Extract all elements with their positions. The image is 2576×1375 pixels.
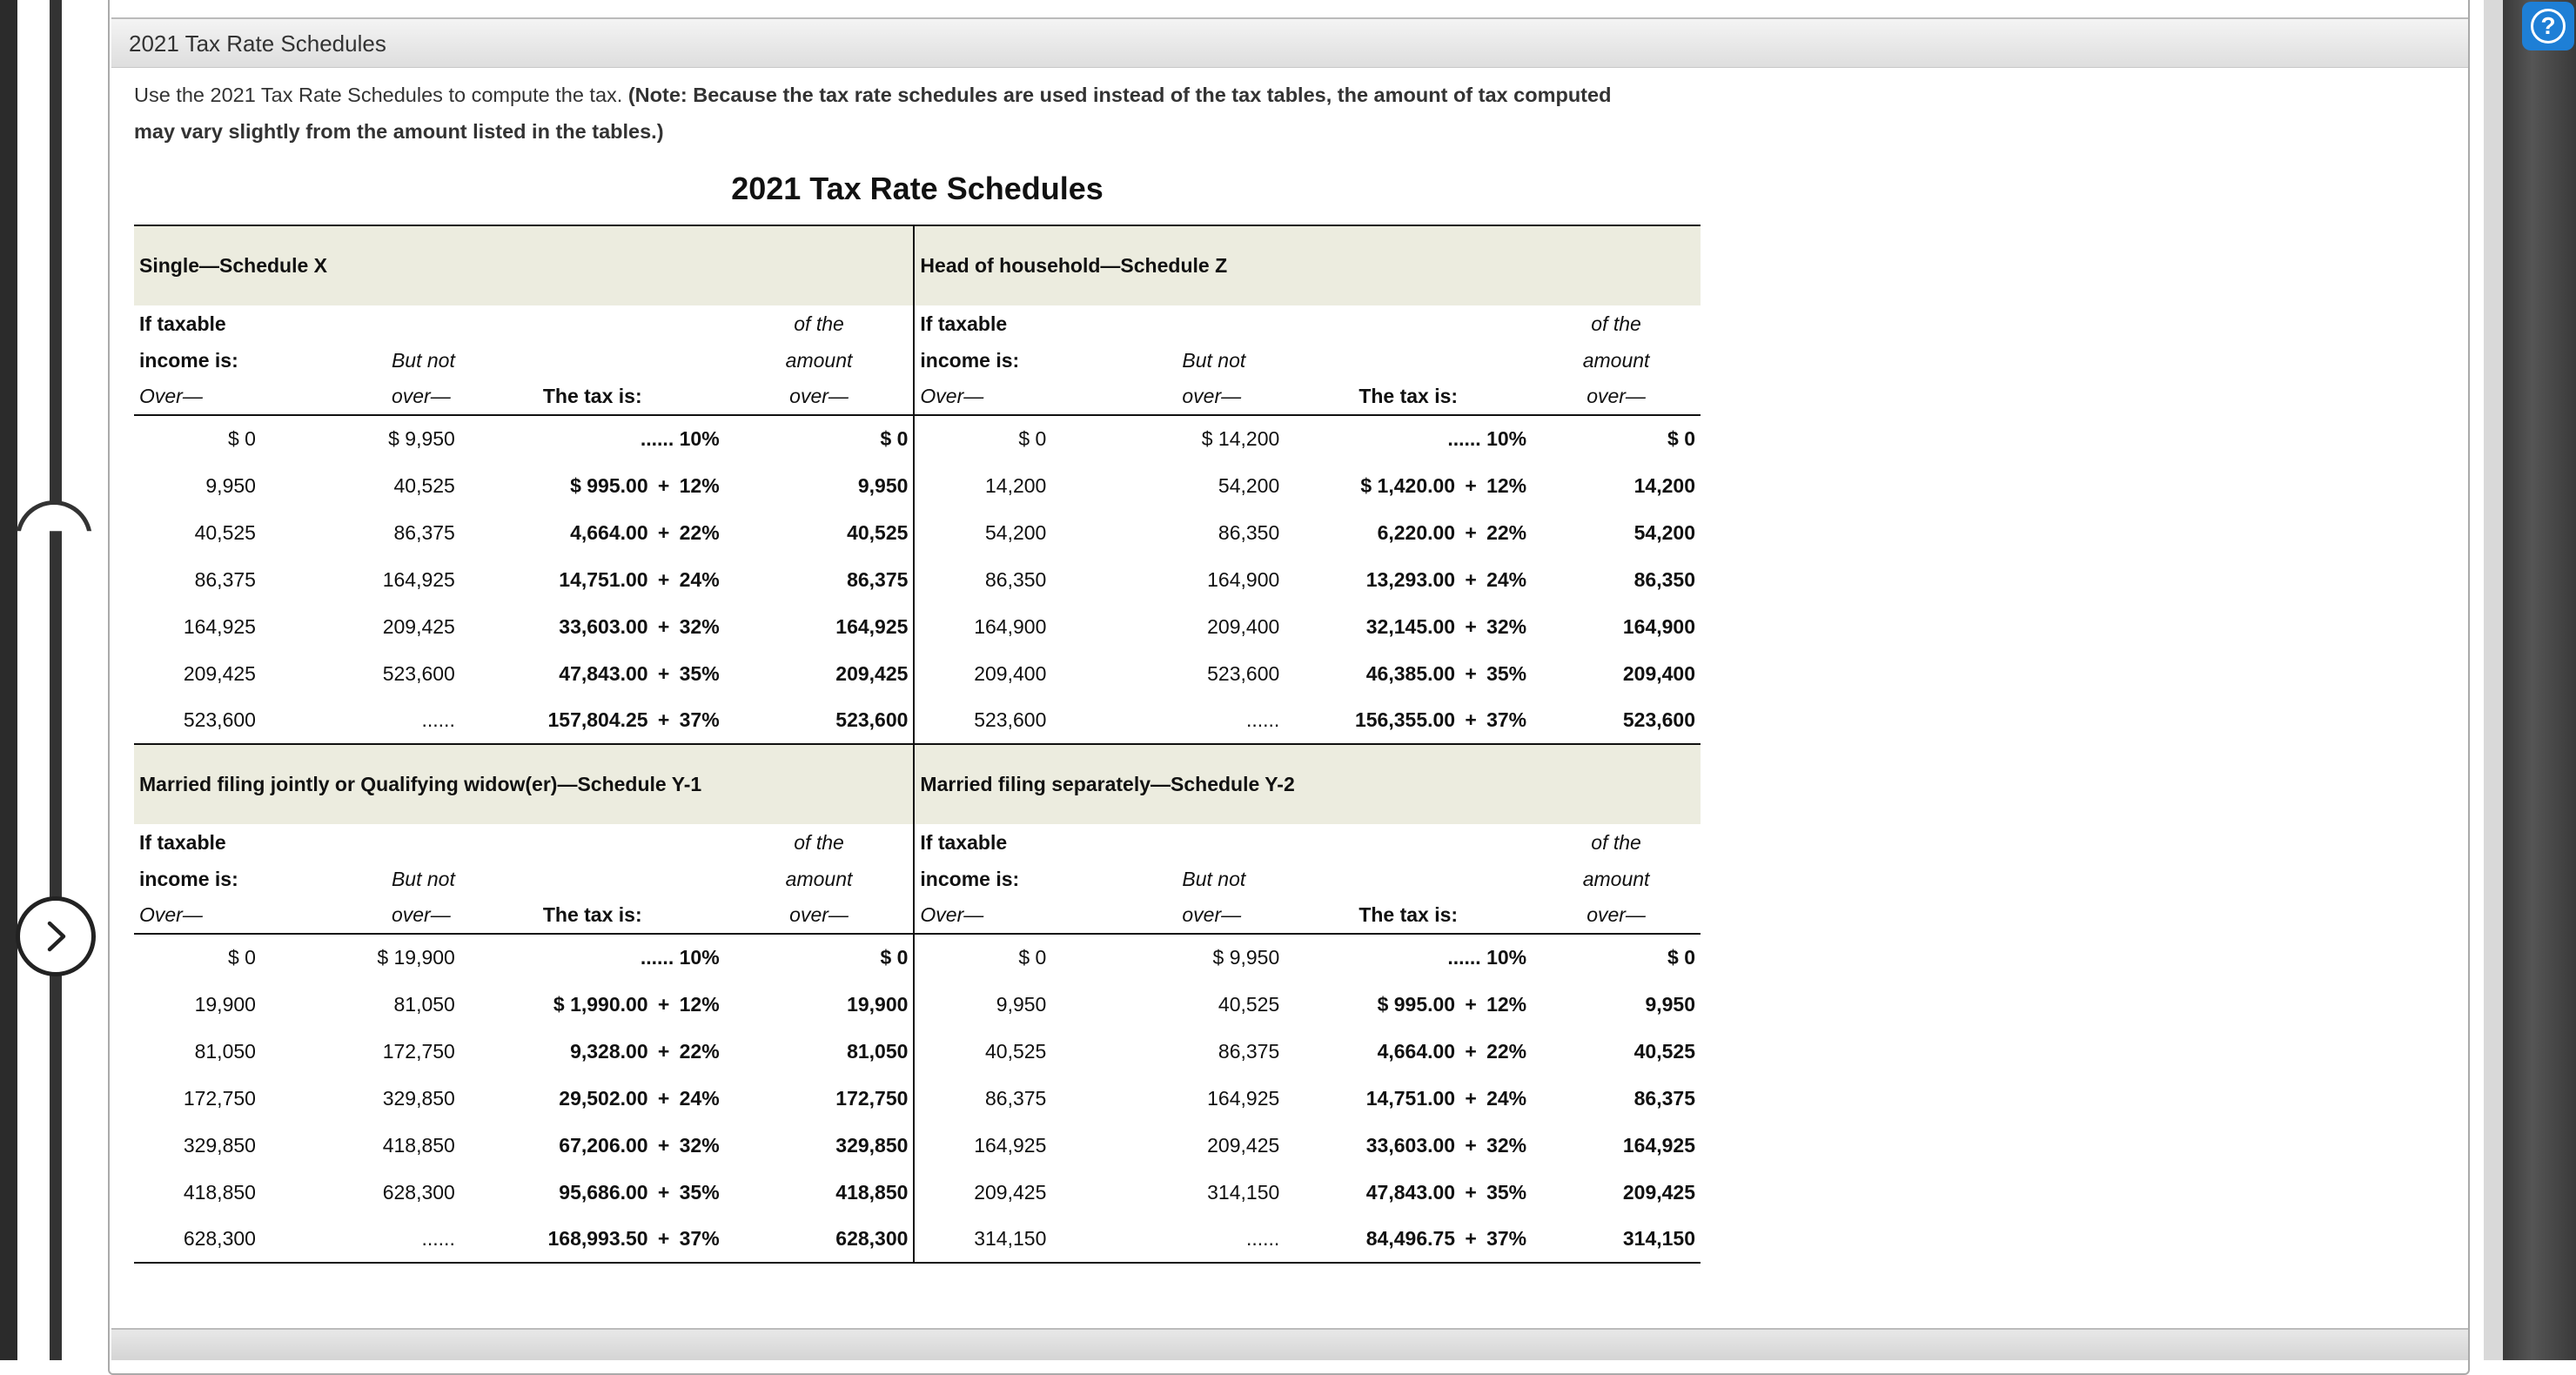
of-amount-over: 418,850 [835,1180,909,1204]
of-amount-over: 329,850 [835,1133,909,1157]
tax-rate: 10% [679,427,720,450]
plus-sign: + [657,567,670,591]
base-tax: 67,206.00 [559,1133,648,1157]
plus-sign: + [657,520,670,544]
tax-rate: 37% [1486,1227,1527,1250]
schedule-header-row [134,342,1701,379]
but-not-over-amount: $ 9,950 [1212,946,1280,969]
plus-sign: + [1465,661,1477,685]
schedule-title: Single—Schedule X [134,225,914,305]
tax-rate: 22% [1486,520,1527,544]
tax-rate: 12% [679,473,720,497]
bracket-row [134,934,1701,981]
base-tax: 14,751.00 [559,567,648,591]
over-amount: 164,900 [914,603,1051,650]
base-tax: $ 1,990.00 [553,992,648,1016]
bracket-row [134,1216,1701,1263]
base-tax: 168,993.50 [547,1227,648,1250]
bracket-row [134,415,1701,462]
bracket-row [134,981,1701,1028]
column-header: But not [391,867,455,890]
tax-rate: 12% [1486,473,1527,497]
of-amount-over: 164,925 [1622,1133,1695,1157]
tax-is-cell [1285,1216,1532,1263]
column-header: over— [1532,897,1701,934]
tax-rate: 22% [679,1039,720,1063]
but-not-over-amount: ...... [261,1216,460,1263]
column-header [1285,342,1532,379]
over-amount: 209,425 [183,661,256,685]
tax-is-cell [460,650,725,697]
base-tax: 4,664.00 [570,520,648,544]
tax-rate: 37% [679,1227,720,1250]
but-not-over-amount: ...... [1051,1216,1285,1263]
of-amount-over: 209,400 [1622,661,1695,685]
tax-rate: 24% [679,1086,720,1110]
over-amount: 209,400 [914,650,1051,697]
column-header [460,342,725,379]
but-not-over-amount: ...... [421,708,455,731]
column-header [261,824,460,861]
tax-is-cell [460,697,725,744]
column-header: income is: [139,867,238,890]
but-not-over-amount: 86,375 [393,520,455,544]
of-amount-over: 81,050 [847,1039,909,1063]
column-header: But not [1182,867,1246,890]
base-tax: 13,293.00 [1365,567,1456,591]
bracket-row [134,1122,1701,1169]
tax-is-cell [1285,1028,1532,1075]
but-not-over-amount: 164,925 [382,567,455,591]
schedule-title-row [134,744,1701,824]
tax-rate: 12% [1486,992,1527,1016]
column-header: The tax is: [460,897,725,934]
of-amount-over: 40,525 [1633,1039,1695,1063]
base-tax: 33,603.00 [559,614,648,638]
tax-is-cell [1285,556,1532,603]
over-amount: 523,600 [183,708,256,731]
tax-is-cell [1285,1075,1532,1122]
tax-is-cell [460,1216,725,1263]
schedule-title: Head of household—Schedule Z [914,225,1701,305]
but-not-over-amount: 209,425 [1207,1133,1280,1157]
but-not-over-amount: 86,375 [1218,1039,1280,1063]
column-header: Over— [914,379,1051,415]
column-header: If taxable [914,305,1051,342]
tax-is-cell [460,556,725,603]
over-amount: 54,200 [914,509,1051,556]
column-header: If taxable [139,830,226,854]
but-not-over-amount: 329,850 [382,1086,455,1110]
plus-sign: + [657,661,670,685]
bracket-row [134,462,1701,509]
panel-footer [111,1328,2468,1360]
base-tax: ...... [640,427,674,450]
but-not-over-amount: 209,425 [382,614,455,638]
tax-is-cell [1285,1169,1532,1216]
of-amount-over: 9,950 [857,473,909,497]
but-not-over-amount: ...... [1245,708,1280,731]
tax-is-cell [460,1169,725,1216]
bracket-row [134,1169,1701,1216]
schedule-header-row [134,861,1701,897]
chevron-right-icon [37,918,74,955]
base-tax: 84,496.75 [1365,1227,1456,1250]
of-amount-over: 9,950 [1645,992,1695,1016]
of-amount-over: 14,200 [1633,473,1695,497]
but-not-over-amount: 86,350 [1218,520,1280,544]
instructions-text: Use the 2021 Tax Rate Schedules to compute the tax. [134,84,628,106]
but-not-over-amount: 54,200 [1218,473,1280,497]
instructions [134,77,1631,150]
plus-sign: + [1465,567,1477,591]
schedule-header-row [134,305,1701,342]
tax-rate: 35% [1486,661,1527,685]
tax-rate: 10% [1486,427,1527,450]
tax-is-cell [460,415,725,462]
over-amount: 329,850 [183,1133,256,1157]
tax-rate: 12% [679,992,720,1016]
bracket-row [134,556,1701,603]
table-title: 2021 Tax Rate Schedules [731,171,1104,206]
of-amount-over: 172,750 [835,1086,909,1110]
plus-sign: + [657,1227,670,1250]
of-amount-over: 523,600 [835,708,909,731]
column-header [460,305,725,342]
over-amount: 40,525 [194,520,256,544]
base-tax: ...... [1447,946,1481,969]
tax-rate: 37% [679,708,720,731]
over-amount: 314,150 [914,1216,1051,1263]
schedule-header-row [134,897,1701,934]
column-header: over— [725,379,915,415]
column-header [1051,305,1285,342]
base-tax: 47,843.00 [1365,1180,1456,1204]
tax-is-cell [460,603,725,650]
of-amount-over: 164,900 [1622,614,1695,638]
tax-rate: 32% [679,1133,720,1157]
over-amount: 14,200 [914,462,1051,509]
but-not-over-amount: 172,750 [382,1039,455,1063]
column-header: over— [261,379,460,415]
column-header: over— [261,897,460,934]
schedule-title-row [134,225,1701,305]
column-header: The tax is: [1285,379,1532,415]
tax-is-cell [460,509,725,556]
tax-rate: 24% [1486,1086,1527,1110]
base-tax: 32,145.00 [1365,614,1456,638]
column-header: The tax is: [1285,897,1532,934]
column-header [460,861,725,897]
tax-is-cell [1285,981,1532,1028]
but-not-over-amount: 628,300 [382,1180,455,1204]
base-tax: $ 1,420.00 [1360,473,1456,497]
column-header [1285,824,1532,861]
column-header: If taxable [139,312,226,335]
tax-rate: 35% [1486,1180,1527,1204]
right-sidebar [2503,0,2576,1360]
base-tax: ...... [1447,427,1481,450]
bracket-row [134,603,1701,650]
tax-rate: 10% [1486,946,1527,969]
plus-sign: + [1465,1133,1477,1157]
plus-sign: + [1465,1180,1477,1204]
of-amount-over: 40,525 [847,520,909,544]
over-amount: 86,375 [194,567,256,591]
plus-sign: + [1465,473,1477,497]
bracket-row [134,1028,1701,1075]
plus-sign: + [1465,708,1477,731]
column-header [1051,824,1285,861]
but-not-over-amount: 523,600 [382,661,455,685]
over-amount: 523,600 [914,697,1051,744]
of-amount-over: 19,900 [847,992,909,1016]
base-tax: 47,843.00 [559,661,648,685]
of-amount-over: 209,425 [835,661,909,685]
plus-sign: + [657,614,670,638]
but-not-over-amount: 314,150 [1207,1180,1280,1204]
column-header: over— [725,897,915,934]
tax-is-cell [1285,415,1532,462]
plus-sign: + [1465,1086,1477,1110]
over-amount: 9,950 [205,473,256,497]
help-button[interactable] [2522,2,2574,50]
of-amount-over: $ 0 [1667,946,1695,969]
column-header: amount [785,348,853,372]
tax-is-cell [1285,509,1532,556]
tax-is-cell [1285,934,1532,981]
base-tax: 33,603.00 [1365,1133,1456,1157]
plus-sign: + [657,1133,670,1157]
but-not-over-amount: $ 9,950 [388,427,455,450]
of-amount-over: 628,300 [725,1216,915,1263]
tax-rate: 24% [679,567,720,591]
of-amount-over: 54,200 [1633,520,1695,544]
column-header: over— [1051,379,1285,415]
but-not-over-amount: 209,400 [1207,614,1280,638]
plus-sign: + [657,1039,670,1063]
plus-sign: + [1465,614,1477,638]
schedule-header-row [134,824,1701,861]
base-tax: 9,328.00 [570,1039,648,1063]
of-amount-over: 314,150 [1532,1216,1701,1263]
column-header: The tax is: [460,379,725,415]
tax-is-cell [1285,603,1532,650]
left-rail [0,0,17,1360]
of-amount-over: 164,925 [835,614,909,638]
column-header: over— [1532,379,1701,415]
base-tax: 157,804.25 [547,708,648,731]
over-amount: 40,525 [914,1028,1051,1075]
base-tax: 46,385.00 [1365,661,1456,685]
column-header: of the [794,312,844,335]
tax-rate: 35% [679,1180,720,1204]
base-tax: 29,502.00 [559,1086,648,1110]
of-amount-over: 523,600 [1622,708,1695,731]
over-amount: 164,925 [183,614,256,638]
plus-sign: + [657,473,670,497]
tax-is-cell [460,1122,725,1169]
tax-is-cell [1285,650,1532,697]
schedule-title: Married filing jointly or Qualifying widow(er)—Schedule Y-1 [134,744,914,824]
right-scrollbar-track[interactable] [2484,0,2503,1360]
column-header: income is: [139,348,238,372]
next-nav-button[interactable] [16,896,96,976]
of-amount-over: 86,375 [1633,1086,1695,1110]
tax-rate: 32% [1486,614,1527,638]
of-amount-over: 209,425 [1622,1180,1695,1204]
base-tax: $ 995.00 [570,473,648,497]
plus-sign: + [657,1180,670,1204]
tax-is-cell [460,462,725,509]
tax-rate: 22% [1486,1039,1527,1063]
tax-rate: 35% [679,661,720,685]
over-amount: 164,925 [914,1122,1051,1169]
tax-is-cell [1285,462,1532,509]
but-not-over-amount: $ 19,900 [377,946,455,969]
column-header: Over— [134,897,261,934]
base-tax: 14,751.00 [1365,1086,1456,1110]
of-amount-over: $ 0 [880,427,909,450]
but-not-over-amount: 40,525 [393,473,455,497]
plus-sign: + [657,1086,670,1110]
column-header [460,824,725,861]
column-header [1285,861,1532,897]
plus-sign: + [1465,992,1477,1016]
tax-is-cell [460,1028,725,1075]
base-tax: 6,220.00 [1377,520,1456,544]
help-icon: ? [2531,9,2566,44]
bracket-row [134,697,1701,744]
but-not-over-amount: 418,850 [382,1133,455,1157]
base-tax: $ 995.00 [1377,992,1456,1016]
column-header: income is: [914,861,1051,897]
of-amount-over: $ 0 [1667,427,1695,450]
over-amount: 9,950 [914,981,1051,1028]
column-header: Over— [914,897,1051,934]
column-header: over— [1051,897,1285,934]
column-header: of the [794,830,844,854]
over-amount: $ 0 [227,427,256,450]
of-amount-over: $ 0 [880,946,909,969]
column-header [1285,305,1532,342]
base-tax: 95,686.00 [559,1180,648,1204]
over-amount: 86,375 [914,1075,1051,1122]
plus-sign: + [657,992,670,1016]
tax-is-cell [460,934,725,981]
instructions-note: (Note: Because the tax rate schedules are used instead of the tax tables, the amount of tax computed may vary slightly from the amount listed in the tables.) [134,84,1612,143]
column-header: of the [1591,830,1641,854]
tax-is-cell [460,981,725,1028]
base-tax: 4,664.00 [1377,1039,1456,1063]
over-amount: 172,750 [183,1086,256,1110]
column-header: amount [785,867,853,890]
of-amount-over: 86,350 [1633,567,1695,591]
tax-is-cell [460,1075,725,1122]
but-not-over-amount: 164,900 [1207,567,1280,591]
but-not-over-amount: 523,600 [1207,661,1280,685]
bracket-row [134,1075,1701,1122]
column-header: income is: [914,342,1051,379]
tax-rate: 22% [679,520,720,544]
column-header: amount [1582,867,1650,890]
but-not-over-amount: 164,925 [1207,1086,1280,1110]
over-amount: 209,425 [914,1169,1051,1216]
base-tax: ...... [640,946,674,969]
column-header: But not [1182,348,1246,372]
plus-sign: + [1465,520,1477,544]
over-amount: 19,900 [194,992,256,1016]
tax-rate: 32% [679,614,720,638]
over-amount: $ 0 [227,946,256,969]
column-header: But not [391,348,455,372]
bracket-row [134,650,1701,697]
column-header: Over— [134,379,261,415]
over-amount: $ 0 [914,415,1051,462]
left-scroll-line [50,0,62,1360]
base-tax: 156,355.00 [1354,708,1456,731]
but-not-over-amount: 40,525 [1218,992,1280,1016]
plus-sign: + [1465,1227,1477,1250]
over-amount: 81,050 [194,1039,256,1063]
plus-sign: + [1465,1039,1477,1063]
tax-rate: 10% [679,946,720,969]
over-amount: 628,300 [134,1216,261,1263]
schedule-title: Married filing separately—Schedule Y-2 [914,744,1701,824]
column-header: amount [1582,348,1650,372]
tax-is-cell [1285,697,1532,744]
over-amount: 418,850 [183,1180,256,1204]
panel-header: 2021 Tax Rate Schedules [111,17,2468,68]
tax-rate-schedules-table [134,225,1701,1264]
tax-rate: 24% [1486,567,1527,591]
over-amount: 86,350 [914,556,1051,603]
tax-rate: 37% [1486,708,1527,731]
column-header: of the [1591,312,1641,335]
of-amount-over: 86,375 [847,567,909,591]
schedule-header-row [134,379,1701,415]
column-header: If taxable [914,824,1051,861]
but-not-over-amount: $ 14,200 [1201,427,1280,450]
tax-rate: 32% [1486,1133,1527,1157]
tax-is-cell [1285,1122,1532,1169]
plus-sign: + [657,708,670,731]
over-amount: $ 0 [914,934,1051,981]
column-header [261,305,460,342]
bracket-row [134,509,1701,556]
but-not-over-amount: 81,050 [393,992,455,1016]
